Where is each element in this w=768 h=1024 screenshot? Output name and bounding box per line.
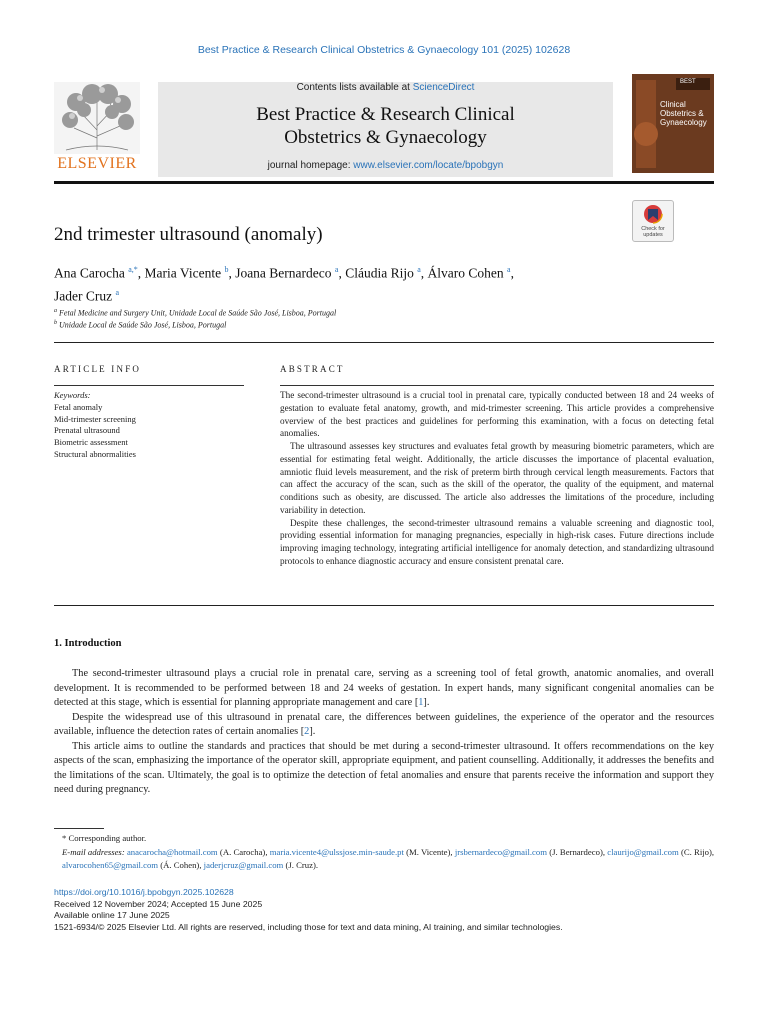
author-affiliation-mark[interactable]: a,* [128, 265, 138, 274]
keyword-item: Biometric assessment [54, 437, 128, 448]
abstract-divider [280, 385, 714, 386]
affiliation-mark: b [54, 320, 57, 326]
publication-info [54, 887, 714, 934]
author-list: Ana Carocha $^{a,*}$, Maria Vicente $^b$, Joana Bernardeco $^a$, Cláudia Rijo $^a$, Álvaro Cohen $^a$, Jader Cruz $^a$ [54, 265, 514, 303]
author-affiliation-mark[interactable]: a [115, 287, 120, 297]
introduction-heading: 1. Introduction [54, 638, 122, 649]
abstract-heading: ABSTRACT [280, 364, 345, 374]
author-name[interactable]: Joana Bernardeco [235, 265, 332, 281]
author-name[interactable]: Ana Carocha [54, 265, 125, 281]
intro-text-end: ]. [309, 726, 316, 737]
journal-cover-image[interactable] [632, 74, 714, 173]
author-affiliation-mark[interactable]: a [507, 265, 511, 274]
intro-text: Despite the widespread use of this ultrasound in prenatal care, the differences between guidelines, the experience of the operator and the resources available, influence the detection rates of certain anomalies [ [54, 711, 714, 737]
article-title: 2nd trimester ultrasound (anomaly) [54, 224, 323, 245]
keyword-item: Structural abnormalities [54, 448, 136, 459]
author-name[interactable]: Jader Cruz [54, 288, 113, 303]
email-addresses [54, 846, 714, 873]
crossmark-label: Check for updates [641, 226, 665, 238]
cover-best-label: BEST [680, 79, 696, 85]
article-info-divider [54, 385, 244, 386]
email-link[interactable]: claurijo@gmail.com [607, 846, 679, 857]
affiliation-text: Unidade Local de Saúde São José, Lisboa, Portugal [59, 320, 227, 330]
abstract-paragraph: The ultrasound assesses key structures and evaluates fetal growth by measuring biometric parameters, which are essential for estimating fetal weight. Additionally, the article discusses the importance of placental evaluation, amniotic fluid levels measurement, and the risk of preterm birth through cervical length measurements. Factors that can affect the accuracy of the scan, such as the skill of the operator, the quality of the equipment, and maternal conditions such as obesity, are discussed. The article also addresses the limitations of the procedure, including variability in detection. [280, 441, 714, 515]
email-link[interactable]: jaderjcruz@gmail.com [203, 860, 284, 870]
crossmark-icon [633, 201, 673, 227]
keywords-label: Keywords: [54, 390, 91, 400]
email-link[interactable]: anacarocha@hotmail.com [126, 846, 218, 857]
author-affiliation-mark[interactable]: a [334, 265, 339, 274]
available-online-date: Available online 17 June 2025 [54, 910, 170, 921]
copyright-notice: 1521-6934/© 2025 Elsevier Ltd. All rights are reserved, including those for text and data mining, AI training, and similar technologies. [54, 922, 563, 933]
journal-title-line2: Obstetrics & Gynaecology [284, 127, 487, 148]
email-owner: (J. Bernardeco), [549, 846, 606, 857]
check-for-updates-button[interactable] [632, 200, 674, 242]
introduction-body [54, 667, 714, 798]
intro-text-end: ]. [423, 697, 430, 708]
email-owner: (J. Cruz). [285, 860, 319, 870]
section-divider [54, 342, 714, 343]
email-label: E-mail addresses: [62, 846, 125, 857]
email-link[interactable]: alvarocohen65@gmail.com [62, 860, 159, 870]
keywords-block [54, 390, 136, 461]
abstract-body [280, 389, 714, 568]
publisher-wordmark: ELSEVIER [57, 155, 137, 172]
intro-paragraph: This article aims to outline the standards and practices that should be met during a second-trimester ultrasound. It offers recommendations on the key aspects of the scan, emphasizing the importance of the operator skill, appropriate equipment, and patient counselling. Additionally, it addresses the benefits and the limitations of the scan. Ultimately, the goal is to optimize the detection of fetal anomalies and ensure that parents receive the information and support they need during pregnancy. [54, 740, 714, 795]
email-link[interactable]: maria.vicente4@ulssjose.min-saude.pt [269, 846, 404, 857]
abstract-bottom-divider [54, 605, 714, 606]
footnote-divider [54, 828, 104, 829]
cover-title: Clinical Obstetrics & Gynaecology [660, 100, 707, 127]
affiliation-mark: a [54, 308, 57, 314]
contents-available-line [158, 82, 613, 93]
keyword-item: Mid-trimester screening [54, 413, 136, 424]
abstract-paragraph: The second-trimester ultrasound is a crucial tool in prenatal care, typically conducted between 18 and 24 weeks of gestation to evaluate fetal anatomy, growth, and mid-trimester screening. This article provides a comprehensive overview of the best practices and guidelines for performing this examination, with a focus on detecting fetal anomalies. [280, 390, 714, 439]
contents-prefix: Contents lists available at [296, 82, 413, 93]
email-owner: (C. Rijo), [680, 846, 715, 857]
intro-paragraph [54, 667, 714, 711]
sciencedirect-link[interactable]: ScienceDirect [412, 82, 475, 93]
email-owner: (Á. Cohen), [160, 860, 202, 870]
affiliation-a [54, 308, 336, 318]
author-name[interactable]: Cláudia Rijo [345, 265, 414, 281]
email-owner: (A. Carocha), [219, 846, 268, 857]
footnote [54, 832, 714, 873]
affiliation-text: Fetal Medicine and Surgery Unit, Unidade Local de Saúde São José, Lisboa, Portugal [59, 308, 337, 318]
corresponding-author-note: * Corresponding author. [62, 833, 147, 843]
keyword-item: Prenatal ultrasound [54, 425, 120, 436]
homepage-prefix: journal homepage: [267, 160, 354, 171]
intro-paragraph [54, 711, 714, 740]
reference-link[interactable]: 1 [418, 697, 424, 708]
email-link[interactable]: jrsbernardeco@gmail.com [454, 846, 547, 857]
received-dates: Received 12 November 2024; Accepted 15 June 2025 [54, 898, 263, 909]
journal-title [158, 103, 613, 149]
author-affiliation-mark[interactable]: a [417, 265, 421, 274]
author-name[interactable]: Álvaro Cohen [427, 265, 504, 281]
keyword-item: Fetal anomaly [54, 401, 103, 412]
intro-text: The second-trimester ultrasound plays a crucial role in prenatal care, serving as a screening tool of fetal growth, anatomic anomalies, and overall development. It is recommended to be performed between 18 and 24 weeks of gestation. In expert hands, many significant congenital anomalies can be detected at this stage, which is essential for planning appropriate management and care [ [54, 668, 714, 708]
journal-homepage-line [158, 160, 613, 171]
article-info-heading: ARTICLE INFO [54, 364, 142, 374]
reference-link[interactable]: 2 [304, 726, 310, 737]
author-affiliation-mark[interactable]: b [224, 265, 229, 274]
doi-link[interactable]: https://doi.org/10.1016/j.bpobgyn.2025.102628 [54, 887, 234, 897]
affiliation-b [54, 320, 226, 330]
abstract-paragraph: Despite these challenges, the second-trimester ultrasound remains a valuable screening and diagnostic tool, providing essential information for managing pregnancies, especially in high-risk cases. Future directions include improving imaging technology, integrating artificial intelligence for anomaly detection, and standardizing ultrasound protocols to enhance diagnostic accuracy and ensure consistent prenatal care. [280, 517, 714, 566]
journal-citation-link[interactable]: Best Practice & Research Clinical Obstetrics & Gynaecology 101 (2025) 102628 [197, 44, 571, 56]
author-name[interactable]: Maria Vicente [144, 265, 222, 281]
journal-homepage-link[interactable]: www.elsevier.com/locate/bpobgyn [353, 160, 504, 171]
header-divider [54, 181, 714, 184]
email-owner: (M. Vicente), [406, 846, 453, 857]
journal-title-line1: Best Practice & Research Clinical [256, 104, 515, 125]
